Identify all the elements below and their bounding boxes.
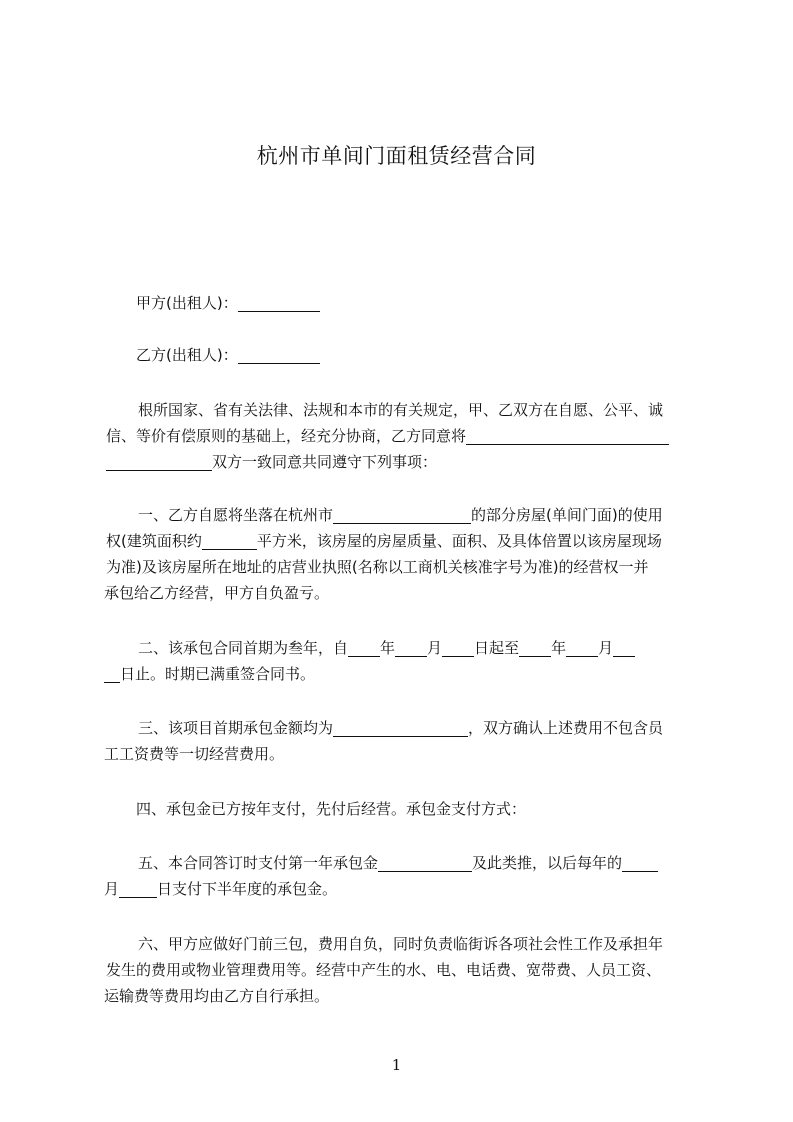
clause-1-line-3: 为准)及该房屋所在地址的店营业执照(名称以工商机关核准字号为准)的经营权一并 bbox=[106, 558, 649, 576]
clause-2-line-2: 日止。时期已满重签合同书。 bbox=[104, 661, 700, 687]
clause-1-line-2: 权(建筑面积约 平方米，该房屋的房屋质量、面积、及具体倍置以该房屋现场 bbox=[106, 532, 662, 550]
end-year-blank bbox=[519, 639, 551, 657]
clause-5-line-1: 五、本合同答订时支付第一年承包金 及此类推，以后每年的 bbox=[138, 850, 734, 876]
intro-line-1: 根所国家、省有关法律、法规和本市的有关规定，甲、乙双方在自愿、公平、诚 bbox=[138, 401, 664, 419]
clause-4-line-1: 四、承包金已方按年支付，先付后经营。承包金支付方式： bbox=[136, 800, 527, 818]
party-a-blank bbox=[238, 294, 320, 312]
end-month-blank bbox=[566, 639, 598, 657]
clause-6-line-1: 六、甲方应做好门前三包，费用自负，同时负责临街诉各项社会性工作及承担年 bbox=[138, 935, 664, 953]
start-year-blank bbox=[348, 639, 380, 657]
end-day-blank-b bbox=[104, 665, 120, 683]
clause-1-line-4: 承包给乙方经营，甲方自负盈亏。 bbox=[104, 584, 330, 602]
intro-line-2: 信、等价有偿原则的基础上，经充分协商，乙方同意将 bbox=[106, 423, 702, 449]
month-blank-a bbox=[622, 854, 658, 872]
start-day-blank bbox=[442, 639, 474, 657]
intro-line-3: 双方一致同意共同遵守下列事项： bbox=[106, 449, 702, 475]
intro-blank-1 bbox=[466, 427, 669, 445]
clause-1-address-blank bbox=[333, 506, 471, 524]
party-a-label: 甲方(出租人)： bbox=[136, 294, 238, 312]
clause-3-line-2: 工工资费等一切经营费用。 bbox=[104, 745, 285, 763]
clause-5-line-2: 月 日支付下半年度的承包金。 bbox=[104, 880, 338, 898]
clause-3-amount-blank bbox=[333, 719, 468, 737]
clause-6-line-2: 发生的费用或物业管理费用等。经营中产生的水、电、电话费、宽带费、人员工资、 bbox=[106, 961, 662, 979]
clause-6-line-3: 运输费等费用均由乙方自行承担。 bbox=[104, 987, 330, 1005]
day-blank bbox=[119, 880, 157, 898]
first-year-fee-blank bbox=[378, 854, 472, 872]
party-b-line bbox=[136, 342, 732, 368]
party-b-blank bbox=[238, 346, 320, 364]
end-day-blank-a bbox=[613, 639, 635, 657]
party-b-label: 乙方(出租人)： bbox=[136, 346, 238, 364]
clause-3-line-1: 三、该项目首期承包金额均为 ，双方确认上述费用不包含员 bbox=[138, 719, 664, 737]
clause-2-line-1: 二、该承包合同首期为叁年，自 年 月 日起至 年 月 bbox=[138, 635, 734, 661]
intro-blank-2 bbox=[106, 453, 212, 471]
clause-1-line-1: 一、乙方自愿将坐落在杭州市 的部分房屋(单间门面)的使用 bbox=[138, 506, 663, 524]
party-a-line bbox=[136, 290, 732, 316]
page-number: 1 bbox=[391, 1056, 402, 1074]
document-title: 杭州市单间门面租赁经营合同 bbox=[256, 144, 537, 168]
clause-1-area-blank bbox=[202, 532, 257, 550]
start-month-blank bbox=[395, 639, 427, 657]
